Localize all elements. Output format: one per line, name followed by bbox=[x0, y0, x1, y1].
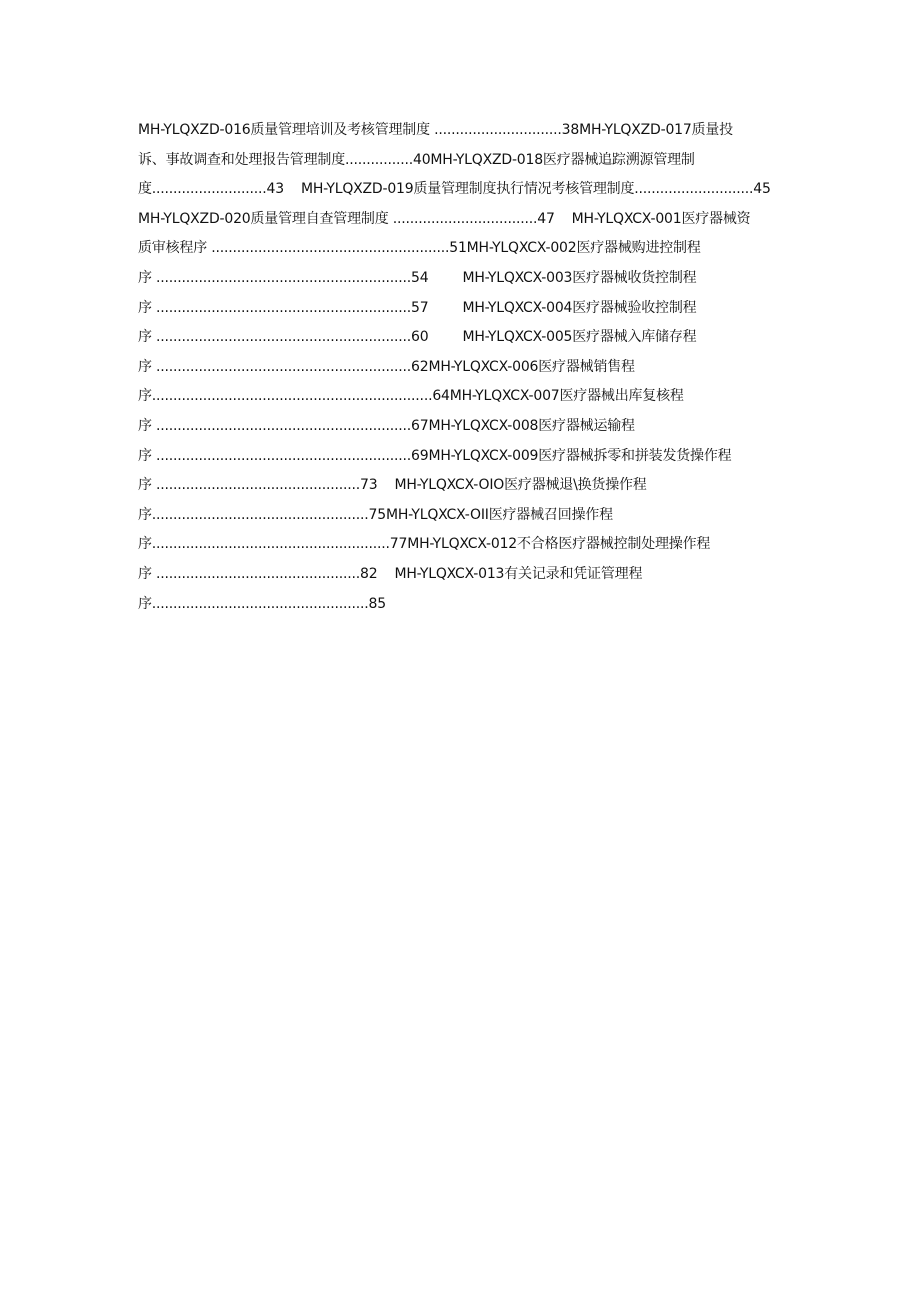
toc-line: 序 ................................................73 MH-YLQXCX-OIO医疗器械退\换货操作程 bbox=[138, 477, 647, 494]
toc-line: MH-YLQXZD-020质量管理自查管理制度 ..................................47 MH-YLQXCX-001医疗器械资 bbox=[138, 210, 751, 227]
toc-line: 序 ............................................................67MH-YLQXCX-008医疗器械运输程 bbox=[138, 417, 635, 434]
toc-line: MH-YLQXZD-016质量管理培训及考核管理制度 ..............................38MH-YLQXZD-017质量投 bbox=[138, 122, 733, 138]
toc-line: 序...................................................85 bbox=[138, 595, 386, 612]
toc-line: 序...................................................75MH-YLQXCX-OII医疗器械召回操作程 bbox=[138, 506, 613, 523]
toc-line: 序 ............................................................69MH-YLQXCX-009医疗器械拆零和拼装发货操作程 bbox=[138, 447, 732, 464]
toc-line: 序 ............................................................57 MH-YLQXCX-004医疗器械验收控制程 bbox=[138, 299, 697, 316]
toc-line: 序 ............................................................62MH-YLQXCX-006医疗器械销售程 bbox=[138, 358, 635, 375]
toc-line: 序 ............................................................54 MH-YLQXCX-003医疗器械收货控制程 bbox=[138, 269, 697, 286]
toc-line: 序........................................................77MH-YLQXCX-012不合格医疗器械控制处理操作程 bbox=[138, 536, 711, 553]
toc-line: 度...........................43 MH-YLQXZD-019质量管理制度执行情况考核管理制度............................45 bbox=[138, 181, 771, 198]
toc-line: 序 ................................................82 MH-YLQXCX-013有关记录和凭证管理程 bbox=[138, 565, 643, 582]
toc-line: 质审核程序 ........................................................51MH-YLQXCX-002医疗器械购进控制程 bbox=[138, 240, 701, 257]
table-of-contents bbox=[138, 116, 798, 619]
toc-line: 序..................................................................64MH-YLQXCX-007医疗器械出库复核程 bbox=[138, 388, 684, 405]
toc-line: 诉、事故调查和处理报告管理制度................40MH-YLQXZD-018医疗器械追踪溯源管理制 bbox=[138, 151, 695, 168]
toc-line: 序 ............................................................60 MH-YLQXCX-005医疗器械入库储存程 bbox=[138, 329, 697, 346]
